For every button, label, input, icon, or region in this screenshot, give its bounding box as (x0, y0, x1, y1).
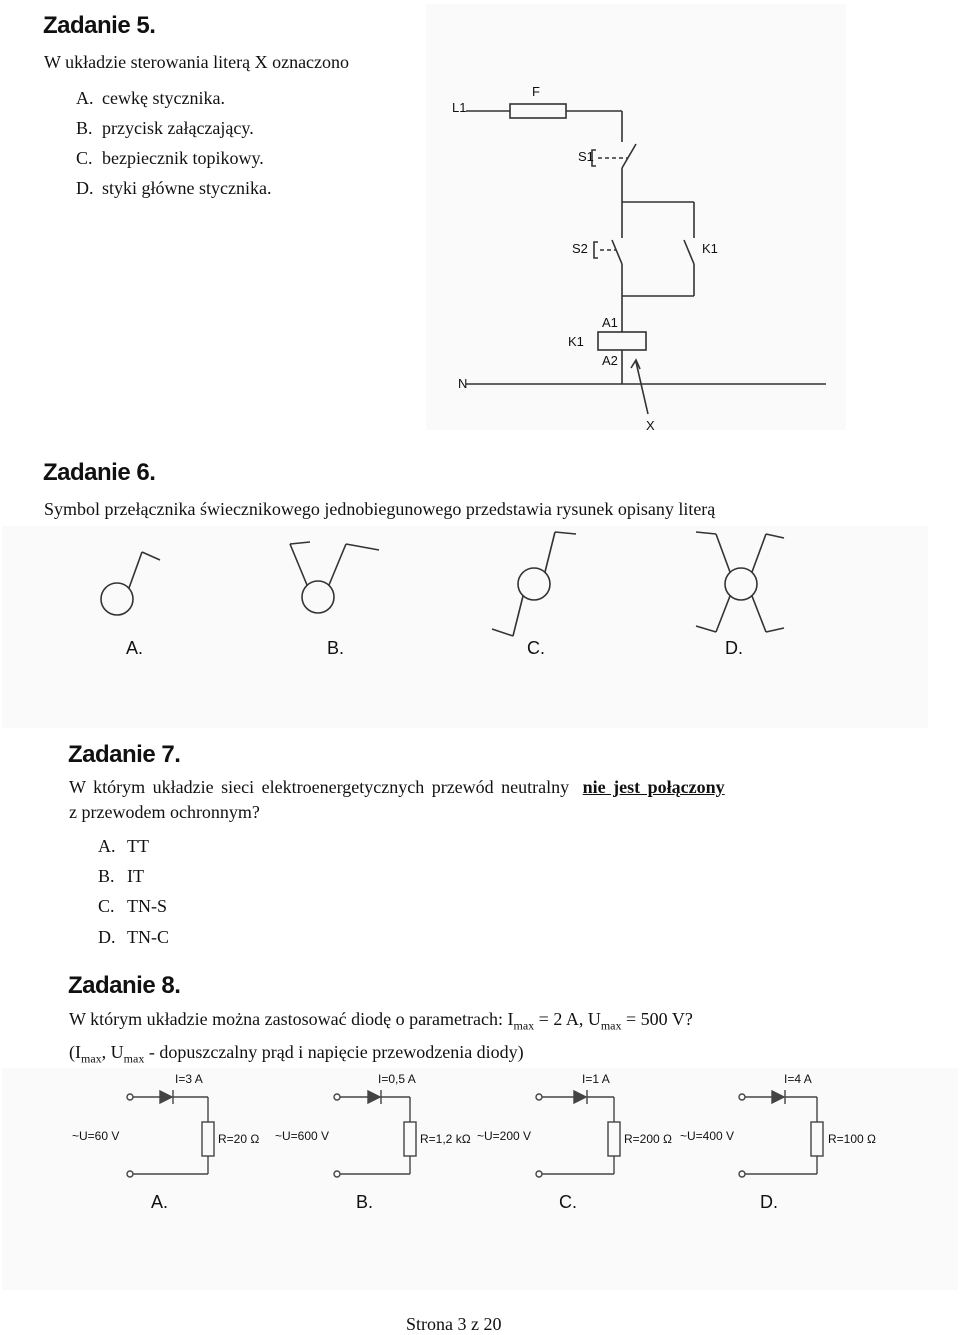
label-f: F (532, 84, 540, 99)
task7-emphasis: nie jest połączony (582, 777, 725, 797)
circuit-a-label: A. (151, 1192, 169, 1212)
circuit-c-label: C. (559, 1192, 577, 1212)
circuit-d (739, 1090, 823, 1177)
circuit-b-resistance: R=1,2 kΩ (420, 1132, 471, 1146)
label-k1-coil: K1 (568, 334, 584, 349)
circuit-d-current: I=4 A (784, 1072, 812, 1086)
page-footer: Strona 3 z 20 (406, 1314, 502, 1334)
circuit-d-label: D. (760, 1192, 778, 1212)
task5-heading: Zadanie 5. (43, 12, 156, 39)
task7-option-c: C. TN-S (98, 896, 167, 916)
circuit-c-resistance: R=200 Ω (624, 1132, 672, 1146)
task8-note: ($I_{max}$, $U_{max}$ - dopuszczalny prąd i napięcie przewodzenia diody) (69, 1042, 524, 1066)
task5-option-b: B. przycisk załączający. (76, 118, 254, 138)
circuit-a-voltage: ~U=60 V (72, 1129, 120, 1143)
circuit-b-current: I=0,5 A (378, 1072, 416, 1086)
task6-label-a: A. (126, 638, 144, 658)
diode-circuits-figure (2, 1068, 958, 1290)
task7-option-a: A. TT (98, 836, 149, 856)
task6-label-c: C. (527, 638, 545, 658)
circuit-a-current: I=3 A (175, 1072, 203, 1086)
circuit-c (536, 1090, 620, 1177)
control-circuit-diagram (426, 4, 846, 433)
task5-option-c: C. bezpiecznik topikowy. (76, 148, 264, 168)
circuit-a-resistance: R=20 Ω (218, 1132, 260, 1146)
task8-heading: Zadanie 8. (68, 972, 181, 999)
label-s2: S2 (572, 241, 588, 256)
task7-question-line1: W którym układzie sieci elektroenergetycznych przewód neutralny nie jest połączony (69, 777, 725, 797)
label-k1-contact: K1 (702, 241, 718, 256)
task7-question-line2: z przewodem ochronnym? (69, 802, 260, 822)
task5-option-a: A. cewkę stycznika. (76, 88, 225, 108)
task7-heading: Zadanie 7. (68, 741, 181, 768)
circuit-c-current: I=1 A (582, 1072, 610, 1086)
label-a1: A1 (602, 315, 618, 330)
label-n: N (458, 376, 468, 391)
label-s1: S1 (578, 149, 594, 164)
task7-option-d: D. TN-C (98, 927, 169, 947)
circuit-b (334, 1090, 416, 1177)
circuit-b-label: B. (356, 1192, 374, 1212)
circuit-c-voltage: ~U=200 V (477, 1129, 532, 1143)
circuit-a (127, 1090, 214, 1177)
label-l1: L1 (452, 100, 467, 115)
circuit-b-voltage: ~U=600 V (275, 1129, 330, 1143)
label-x: X (646, 418, 655, 433)
circuit-d-resistance: R=100 Ω (828, 1132, 876, 1146)
circuit-d-voltage: ~U=400 V (680, 1129, 735, 1143)
task5-question: W układzie sterowania literą X oznaczono (44, 52, 350, 72)
switch-symbols-figure (2, 526, 928, 728)
task5-option-d: D. styki główne stycznika. (76, 178, 272, 198)
task7-option-b: B. IT (98, 866, 144, 886)
task6-label-d: D. (725, 638, 743, 658)
task6-heading: Zadanie 6. (43, 459, 156, 486)
task8-question: W którym układzie można zastosować diodę o parametrach: $I_{max} = 2$ A, $U_{max} = 500$ V? (69, 1009, 693, 1033)
label-a2: A2 (602, 353, 618, 368)
task6-label-b: B. (327, 638, 345, 658)
task6-question: Symbol przełącznika świecznikowego jednobiegunowego przedstawia rysunek opisany literą (44, 499, 716, 519)
